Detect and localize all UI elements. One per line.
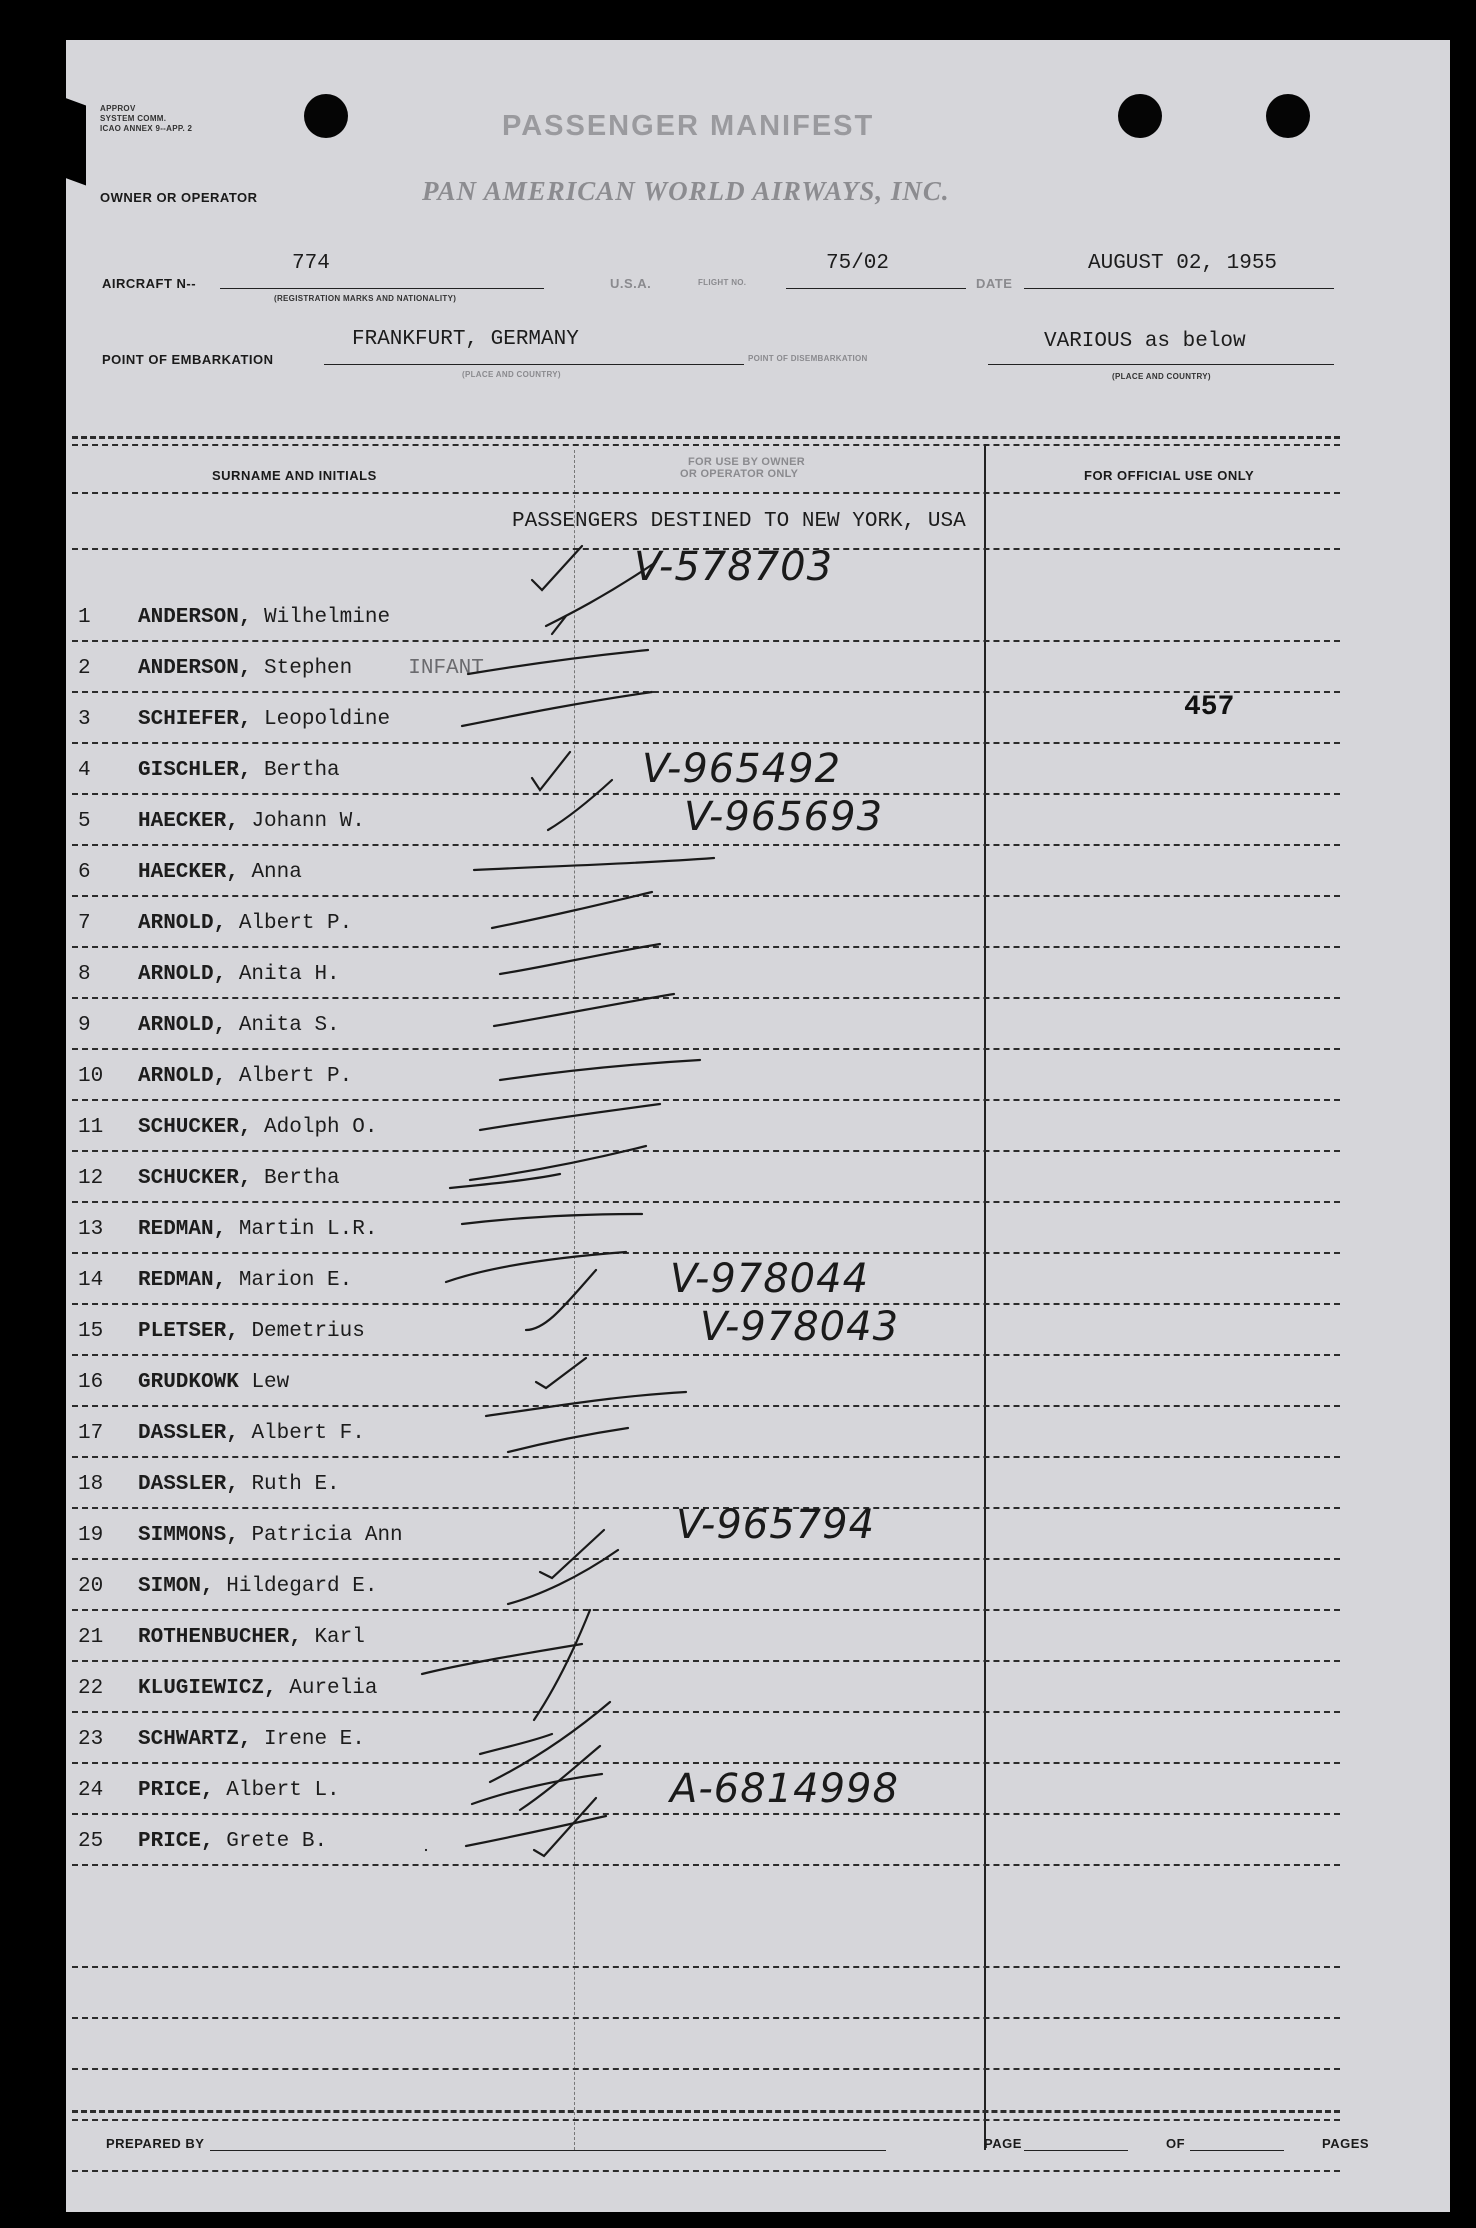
passenger-given-name: Anita S.: [238, 1014, 340, 1037]
passenger-surname: PRICE,: [138, 1830, 214, 1853]
prepared-by-label: PREPARED BY: [106, 2136, 205, 2151]
handwritten-visa-row15: V-978044: [670, 1256, 870, 1302]
date-value: AUGUST 02, 1955: [1088, 252, 1278, 275]
blank-row-rule: [72, 2119, 1340, 2121]
passenger-given-name: Wilhelmine: [264, 606, 391, 629]
passenger-given-name: Lew: [251, 1371, 290, 1394]
passenger-given-name: Albert F.: [251, 1422, 365, 1445]
passenger-surname: SCHIEFER,: [138, 708, 252, 731]
passenger-surname: KLUGIEWICZ,: [138, 1677, 277, 1700]
passenger-given-name: Adolph O.: [264, 1116, 378, 1139]
passenger-surname: SIMMONS,: [138, 1524, 239, 1547]
passenger-given-name: Albert P.: [238, 912, 353, 935]
handwritten-visa-row1: V-578703: [634, 544, 834, 590]
passenger-given-name: Ruth E.: [251, 1473, 340, 1496]
passenger-number: 25: [78, 1830, 104, 1853]
column-header-official: FOR OFFICIAL USE ONLY: [1084, 468, 1255, 483]
passenger-given-name: Irene E.: [264, 1728, 365, 1751]
aircraft-number: 774: [292, 252, 330, 275]
passenger-number: 8: [78, 963, 91, 986]
embarkation-value: FRANKFURT, GERMANY: [352, 328, 579, 351]
passenger-number: 16: [78, 1371, 104, 1394]
passenger-number: 22: [78, 1677, 104, 1700]
column-header-owner-1: FOR USE BY OWNER: [688, 456, 806, 468]
passenger-number: 13: [78, 1218, 104, 1241]
passenger-number: 18: [78, 1473, 104, 1496]
passenger-number: 12: [78, 1167, 104, 1190]
date-label: DATE: [976, 276, 1013, 291]
blank-row-rule: [72, 2068, 1340, 2070]
approval-line-3: ICAO ANNEX 9--APP. 2: [100, 124, 193, 133]
handwritten-visa-row6: V-965693: [684, 794, 884, 840]
handwritten-visa-row5: V-965492: [642, 746, 842, 792]
passenger-given-name: Demetrius: [251, 1320, 365, 1343]
passenger-surname: GISCHLER,: [138, 759, 252, 782]
official-number: 457: [1184, 692, 1235, 723]
passenger-surname: ANDERSON,: [138, 606, 252, 629]
passenger-surname: HAECKER,: [138, 861, 239, 884]
blank-row-rule: [72, 2017, 1340, 2019]
passenger-surname: ARNOLD,: [138, 963, 227, 986]
passenger-number: 14: [78, 1269, 104, 1292]
passenger-number: 9: [78, 1014, 91, 1037]
aircraft-sublabel: (REGISTRATION MARKS AND NATIONALITY): [274, 294, 457, 303]
approval-line-1: APPROV: [100, 104, 136, 113]
passenger-surname: REDMAN,: [138, 1269, 227, 1292]
passenger-given-name: Johann W.: [251, 810, 365, 833]
destination-note: PASSENGERS DESTINED TO NEW YORK, USA: [512, 510, 966, 533]
passenger-number: 24: [78, 1779, 104, 1802]
passenger-number: 15: [78, 1320, 104, 1343]
disembarkation-sublabel: (PLACE AND COUNTRY): [1112, 372, 1211, 381]
passenger-surname: ARNOLD,: [138, 1065, 227, 1088]
passenger-note: INFANT: [408, 657, 484, 680]
operator-name: PAN AMERICAN WORLD AIRWAYS, INC.: [422, 176, 950, 206]
passenger-surname: ARNOLD,: [138, 1014, 227, 1037]
aircraft-label: AIRCRAFT N--: [102, 276, 197, 291]
passenger-given-name: Bertha: [264, 1167, 340, 1190]
passenger-surname: PRICE,: [138, 1779, 214, 1802]
passenger-surname: ARNOLD,: [138, 912, 227, 935]
passenger-number: 3: [78, 708, 91, 731]
page-title: PASSENGER MANIFEST: [502, 110, 875, 142]
passenger-number: 17: [78, 1422, 104, 1445]
usa-label: U.S.A.: [610, 276, 652, 291]
handwritten-marks: [66, 40, 1450, 2212]
passenger-number: 21: [78, 1626, 104, 1649]
passenger-number: 5: [78, 810, 91, 833]
embarkation-sublabel: (PLACE AND COUNTRY): [462, 370, 561, 379]
passenger-surname: PLETSER,: [138, 1320, 239, 1343]
approval-line-2: SYSTEM COMM.: [100, 114, 167, 123]
passenger-given-name: Martin L.R.: [238, 1218, 378, 1241]
passenger-number: 2: [78, 657, 91, 680]
passenger-given-name: Bertha: [264, 759, 340, 782]
passenger-surname: REDMAN,: [138, 1218, 227, 1241]
passenger-number: 20: [78, 1575, 104, 1598]
passenger-given-name: Stephen: [264, 657, 353, 680]
disembarkation-label: POINT OF DISEMBARKATION: [748, 354, 868, 363]
page-label: PAGE: [984, 2136, 1022, 2151]
passenger-surname: DASSLER,: [138, 1422, 239, 1445]
passenger-number: 19: [78, 1524, 104, 1547]
passenger-surname: ROTHENBUCHER,: [138, 1626, 302, 1649]
passenger-number: 7: [78, 912, 91, 935]
handwritten-visa-row20: V-965794: [676, 1502, 876, 1548]
manifest-sheet: [66, 40, 1450, 2212]
passenger-given-name: Anna: [251, 861, 302, 884]
passenger-given-name: Patricia Ann: [251, 1524, 403, 1547]
handwritten-visa-row25: A-6814998: [670, 1766, 899, 1812]
passenger-surname: SIMON,: [138, 1575, 214, 1598]
passenger-number: 10: [78, 1065, 104, 1088]
passenger-surname: SCHUCKER,: [138, 1116, 252, 1139]
table-bottom-rule: [72, 2110, 1340, 2113]
passenger-given-name: Grete B.: [226, 1830, 328, 1853]
passenger-number: 6: [78, 861, 91, 884]
passenger-given-name: Leopoldine: [264, 708, 391, 731]
passenger-given-name: Marion E.: [238, 1269, 353, 1292]
embarkation-label: POINT OF EMBARKATION: [102, 352, 274, 367]
passenger-given-name: Albert P.: [238, 1065, 353, 1088]
passenger-number: 23: [78, 1728, 104, 1751]
passenger-surname: GRUDKOWK: [138, 1371, 239, 1394]
passenger-surname: ANDERSON,: [138, 657, 252, 680]
passenger-number: 1: [78, 606, 91, 629]
pages-label: PAGES: [1322, 2136, 1370, 2151]
flight-number: 75/02: [826, 252, 890, 275]
blank-row-rule: [72, 1966, 1340, 1968]
passenger-given-name: Anita H.: [238, 963, 340, 986]
blank-row-rule: [72, 2170, 1340, 2172]
passenger-number: 4: [78, 759, 91, 782]
passenger-surname: SCHWARTZ,: [138, 1728, 252, 1751]
passenger-surname: SCHUCKER,: [138, 1167, 252, 1190]
handwritten-visa-row16: V-978043: [700, 1304, 900, 1350]
passenger-given-name: Aurelia: [289, 1677, 378, 1700]
passenger-surname: DASSLER,: [138, 1473, 239, 1496]
passenger-given-name: Hildegard E.: [226, 1575, 378, 1598]
passenger-number: 11: [78, 1116, 104, 1139]
of-label: OF: [1166, 2136, 1186, 2151]
disembarkation-value: VARIOUS as below: [1044, 330, 1246, 353]
passenger-given-name: Karl: [314, 1626, 365, 1649]
column-header-surname: SURNAME AND INITIALS: [212, 468, 377, 483]
passenger-surname: HAECKER,: [138, 810, 239, 833]
column-header-owner-2: OR OPERATOR ONLY: [680, 468, 799, 480]
owner-label: OWNER OR OPERATOR: [100, 190, 258, 205]
passenger-given-name: Albert L.: [226, 1779, 340, 1802]
flight-label: FLIGHT NO.: [698, 278, 747, 287]
